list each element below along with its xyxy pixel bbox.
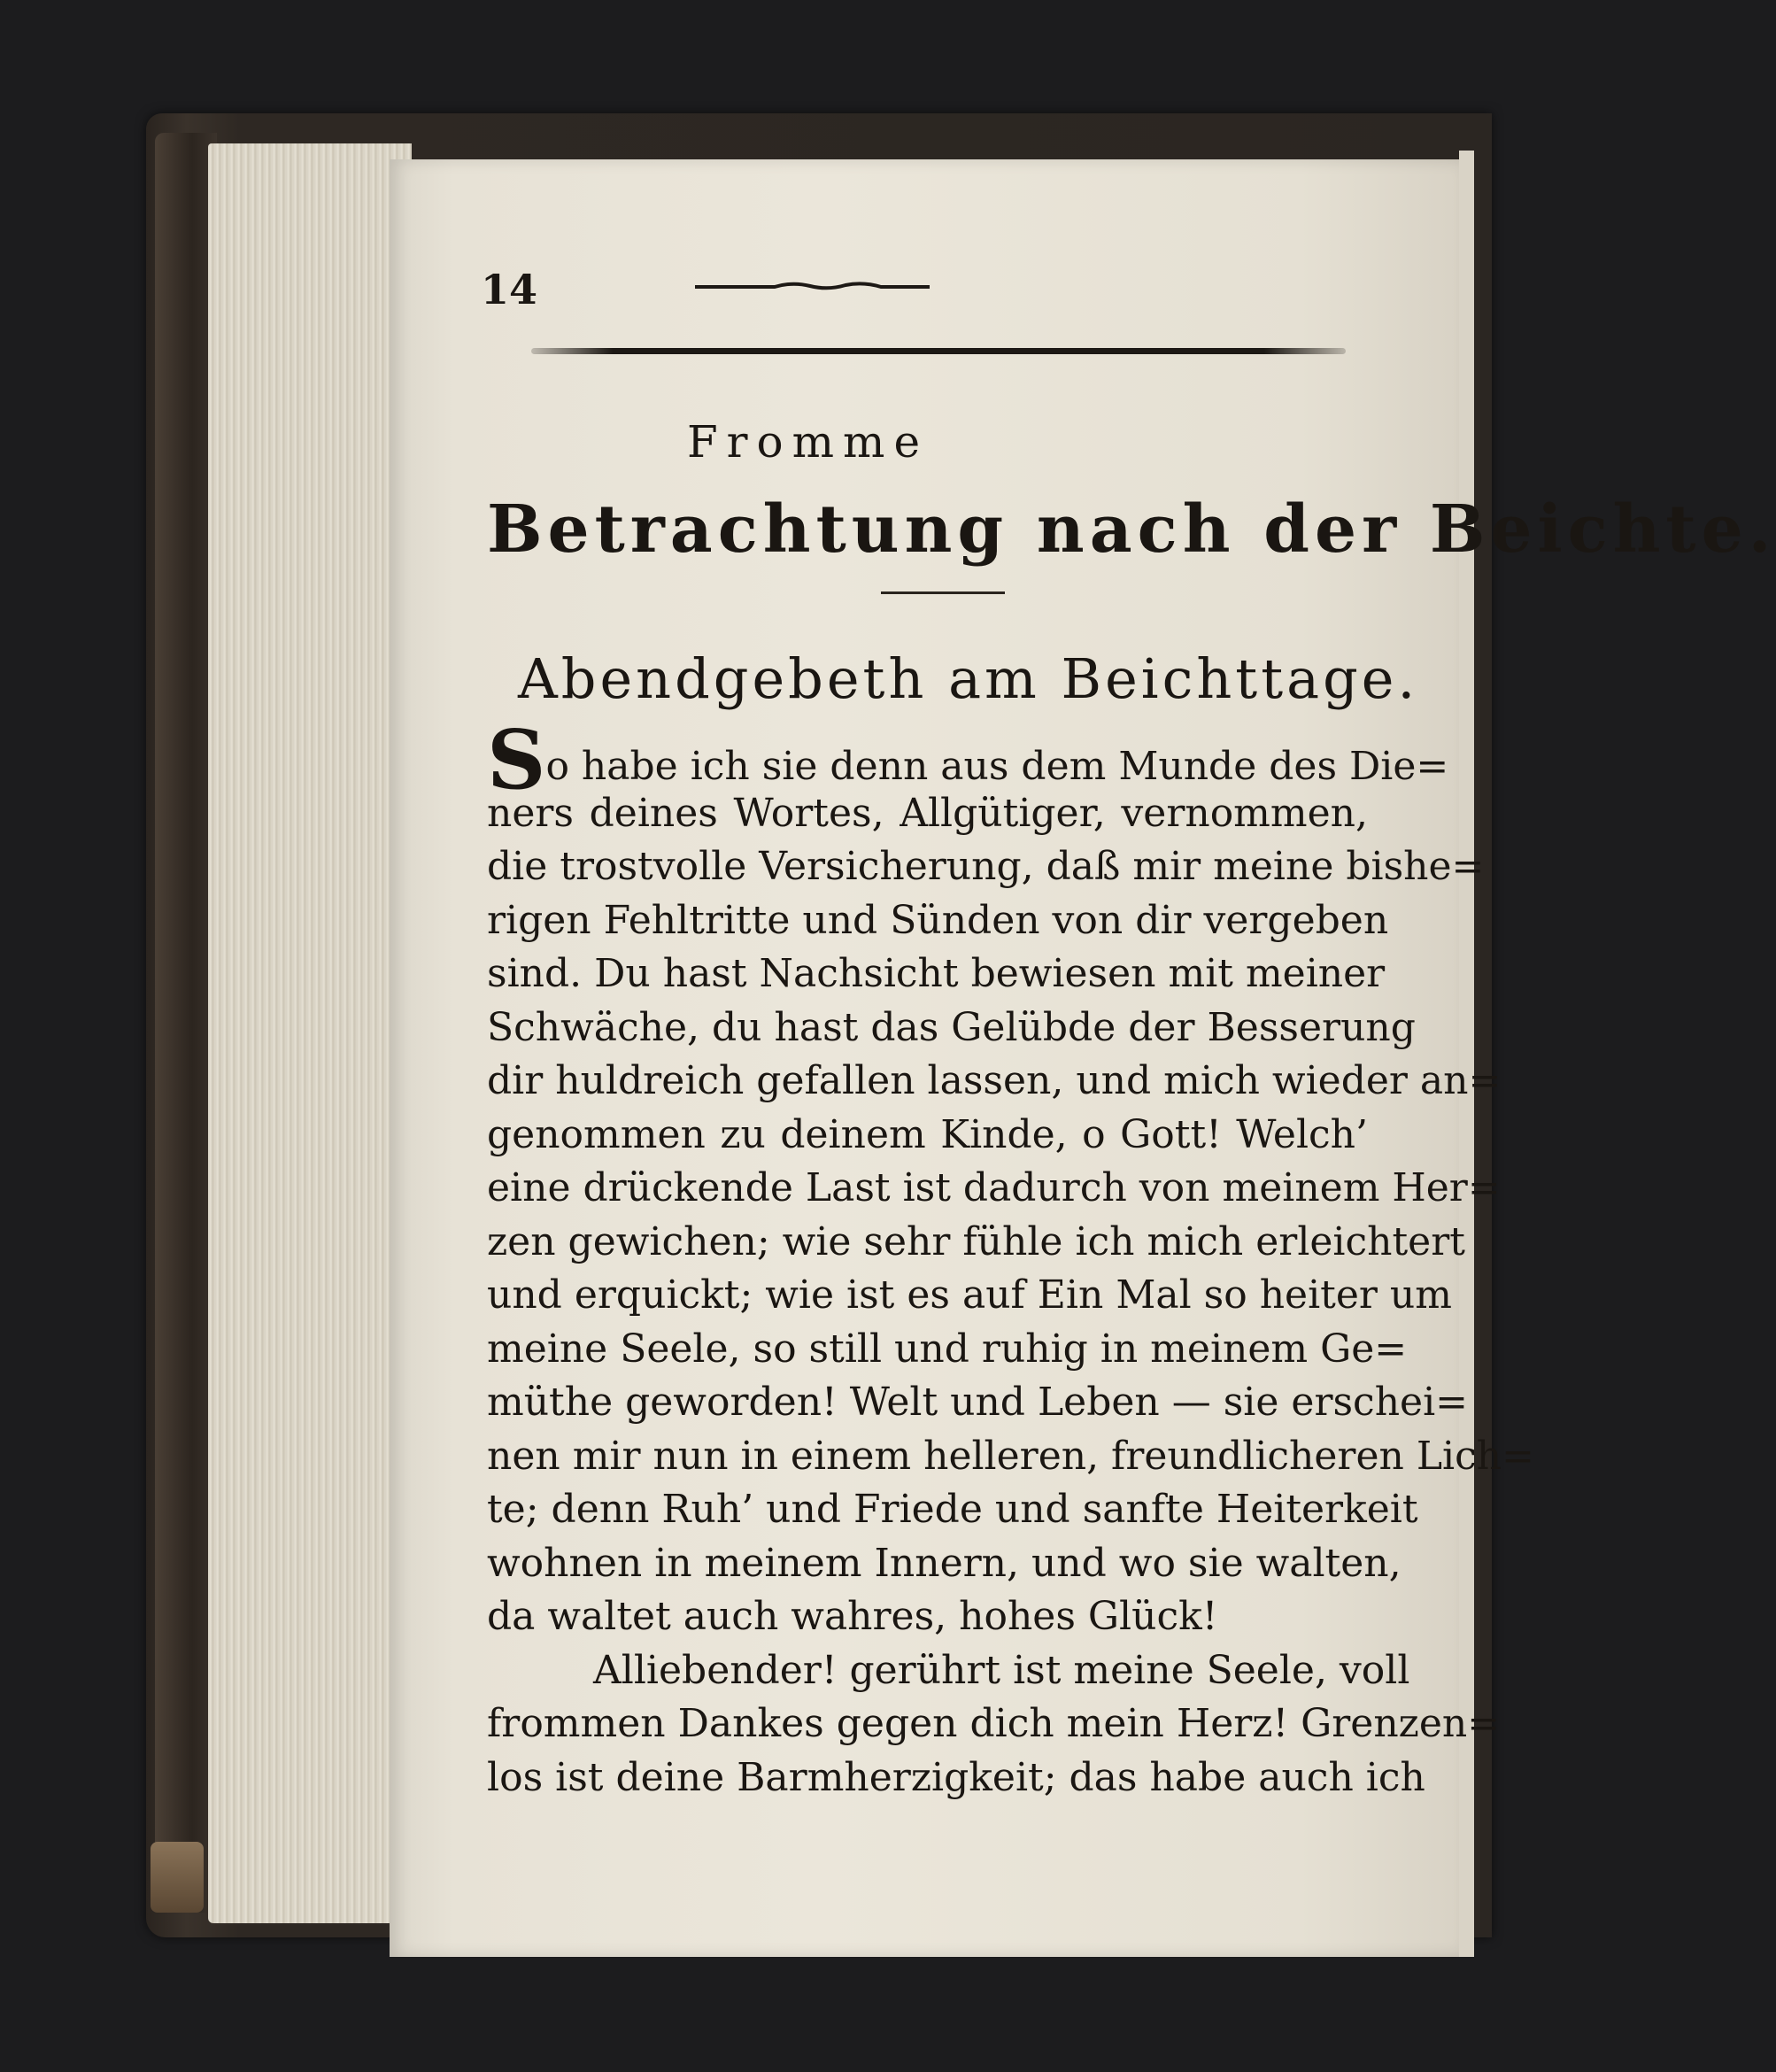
text-line: [487, 712, 1449, 808]
header-rule: [531, 348, 1346, 354]
text-line: los ist deine Barmherzigkeit; das habe auch ich: [487, 1754, 1425, 1800]
text-line: wohnen in meinem Innern, und wo sie walten,: [487, 1540, 1401, 1586]
header-ornament: [695, 280, 930, 292]
text-line: dir huldreich gefallen lassen, und mich wieder an=: [487, 1058, 1502, 1103]
text-line: genommen zu deinem Kinde, o Gott! Welch’: [487, 1111, 1368, 1157]
heading-fromme: Fromme: [686, 416, 930, 468]
text-line: rigen Fehltritte und Sünden von dir vergeben: [487, 897, 1389, 943]
text-line-content: o habe ich sie denn aus dem Munde des Die=: [545, 744, 1449, 789]
text-line: te; denn Ruh’ und Friede und sanfte Heiterkeit: [487, 1487, 1418, 1532]
body-text: [487, 712, 1534, 1805]
text-line: die trostvolle Versicherung, daß mir meine bishe=: [487, 844, 1485, 889]
text-line: ners deines Wortes, Allgütiger, vernommen,: [487, 790, 1368, 836]
text-line: da waltet auch wahres, hohes Glück!: [487, 1594, 1218, 1639]
heading-subtitle: Abendgebeth am Beichttage.: [518, 646, 1419, 711]
drop-cap: S: [487, 712, 546, 808]
title-divider: [881, 591, 1005, 594]
text-line: nen mir nun in einem helleren, freundlicheren Lich=: [487, 1433, 1534, 1479]
page-number: 14: [481, 266, 538, 313]
text-line: und erquickt; wie ist es auf Ein Mal so heiter um: [487, 1272, 1452, 1318]
heading-main-title: Betrachtung nach der Beichte.: [487, 491, 1776, 568]
text-line: sind. Du hast Nachsicht bewiesen mit meiner: [487, 951, 1386, 996]
text-line: eine drückende Last ist dadurch von meinem Her=: [487, 1165, 1501, 1210]
text-line: meine Seele, so still und ruhig in meinem Ge=: [487, 1326, 1408, 1372]
text-line: Alliebender! gerührt ist meine Seele, voll: [593, 1647, 1410, 1693]
text-line: frommen Dankes gegen dich mein Herz! Grenzen=: [487, 1701, 1501, 1746]
text-line: müthe geworden! Welt und Leben — sie erschei=: [487, 1380, 1469, 1425]
text-line: zen gewichen; wie sehr fühle ich mich erleichtert: [487, 1218, 1465, 1264]
text-line: Schwäche, du hast das Gelübde der Besserung: [487, 1004, 1416, 1050]
